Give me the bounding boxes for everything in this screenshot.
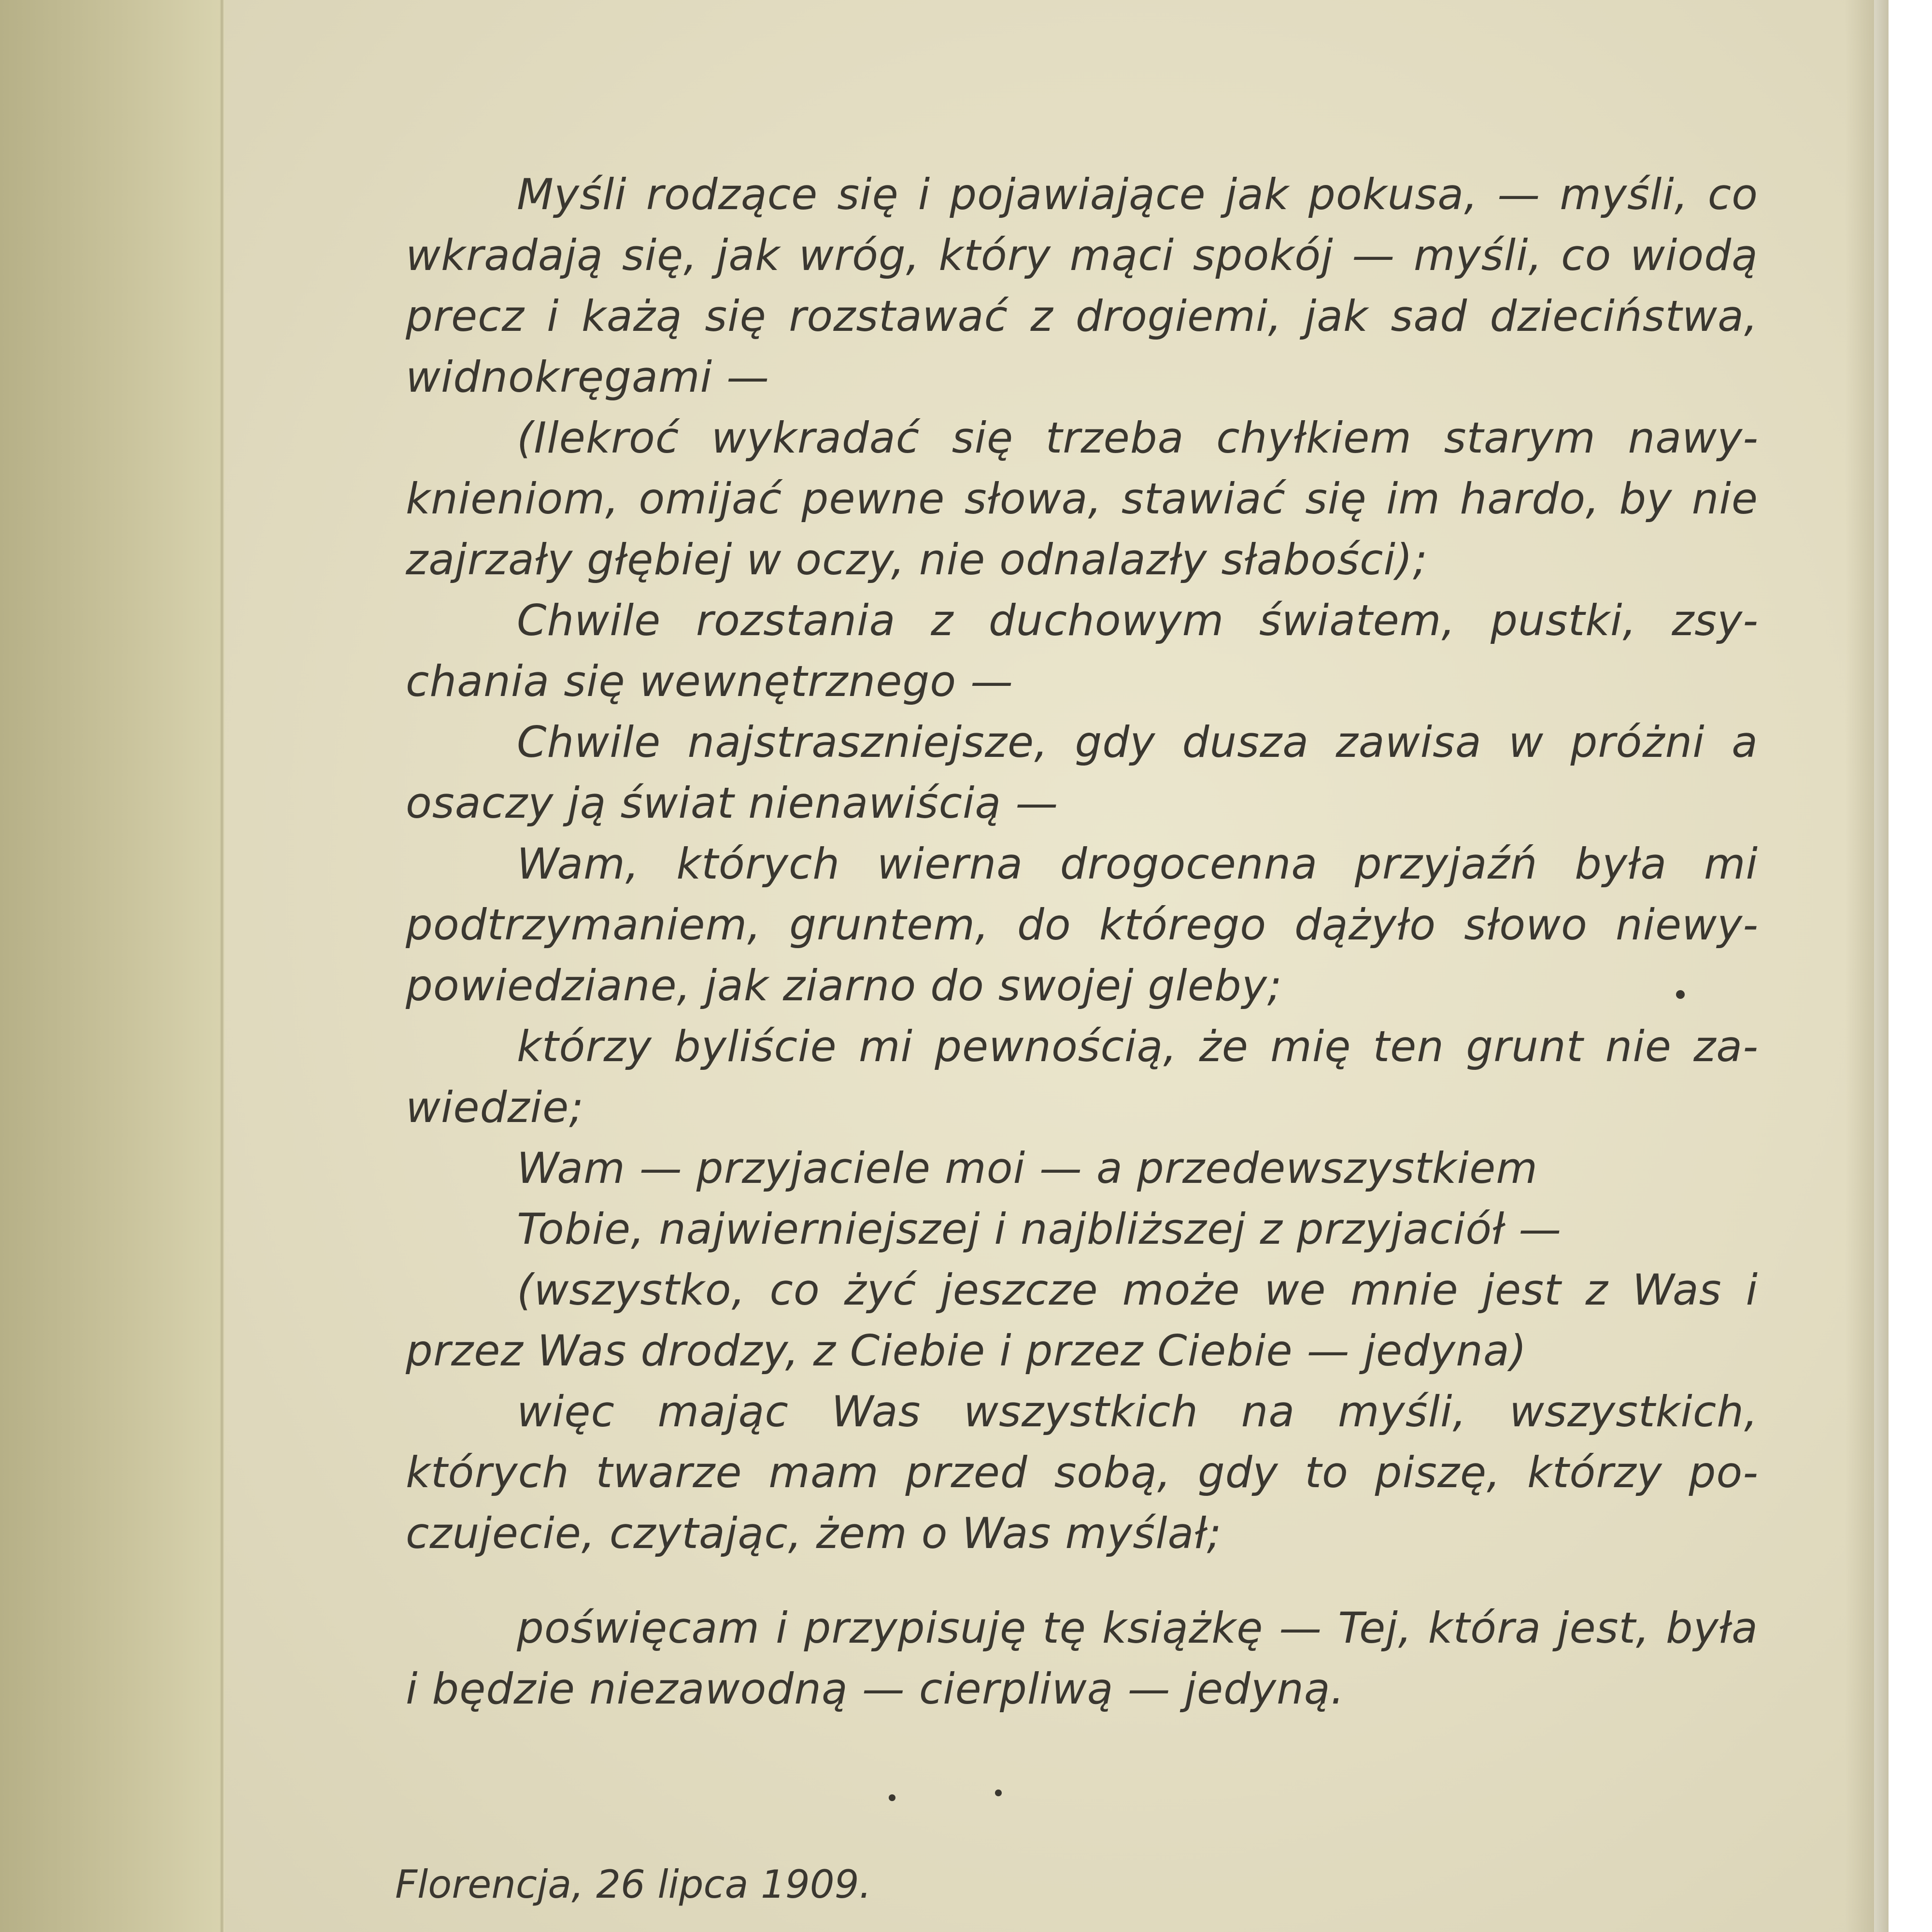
paragraph-11: poświęcam i przypisuję tę książkę — Tej, która jest, była i będzie niezawodną — cierpliwą — jedyną. xyxy=(406,1603,1758,1714)
paragraph-2: (Ilekroć wykradać się trzeba chyłkiem starym nawyknieniom, omijać pewne słowa, stawiać się im hardo, by nie zajrzały głębiej w oczy, nie odnalazły słabości); xyxy=(406,413,1758,584)
left-page-edge xyxy=(0,0,227,1932)
paragraph-9: (wszystko, co żyć jeszcze może we mnie jest z Was i przez Was drodzy, z Ciebie i przez Ciebie — jedyna) xyxy=(406,1265,1758,1376)
paragraph-7: Wam — przyjaciele moi — a przedewszystkiem xyxy=(517,1143,1538,1193)
ornament-dot xyxy=(995,1790,1002,1796)
paragraph-10: więc mając Was wszystkich na myśli, wszystkich, których twarze mam przed sobą, gdy to piszę, którzy poczujecie, czytając, żem o Was myślał; xyxy=(406,1387,1758,1558)
paragraph-8: Tobie, najwierniejszej i najbliższej z przyjaciół — xyxy=(517,1204,1562,1254)
dedication-text xyxy=(406,164,1758,1719)
signature-date: Florencja, 26 lipca 1909. xyxy=(395,1862,872,1907)
ornament-dot xyxy=(889,1794,895,1801)
page-gutter xyxy=(220,0,225,1932)
paragraph-6: którzy byliście mi pewnością, że mię ten grunt nie zawiedzie; xyxy=(406,1022,1758,1132)
paragraph-3: Chwile rozstania z duchowym światem, pustki, zsychania się wewnętrznego — xyxy=(406,596,1758,706)
paragraph-1: Myśli rodzące się i pojawiające jak pokusa, — myśli, co wkradają się, jak wróg, który mąci spokój — myśli, co wiodą precz i każą się rozstawać z drogiemi, jak sad dzieciństwa, widnokręgami — xyxy=(406,170,1758,402)
paragraph-5: Wam, których wierna drogocenna przyjaźń była mi podtrzymaniem, gruntem, do którego dążyło słowo niewypowiedziane, jak ziarno do swojej gleby; xyxy=(406,839,1758,1010)
ink-speck xyxy=(1676,990,1685,999)
paragraph-4: Chwile najstraszniejsze, gdy dusza zawisa w próżni a osaczy ją świat nienawiścią — xyxy=(406,717,1758,828)
page-right-edge-shadow xyxy=(1845,0,1889,1932)
